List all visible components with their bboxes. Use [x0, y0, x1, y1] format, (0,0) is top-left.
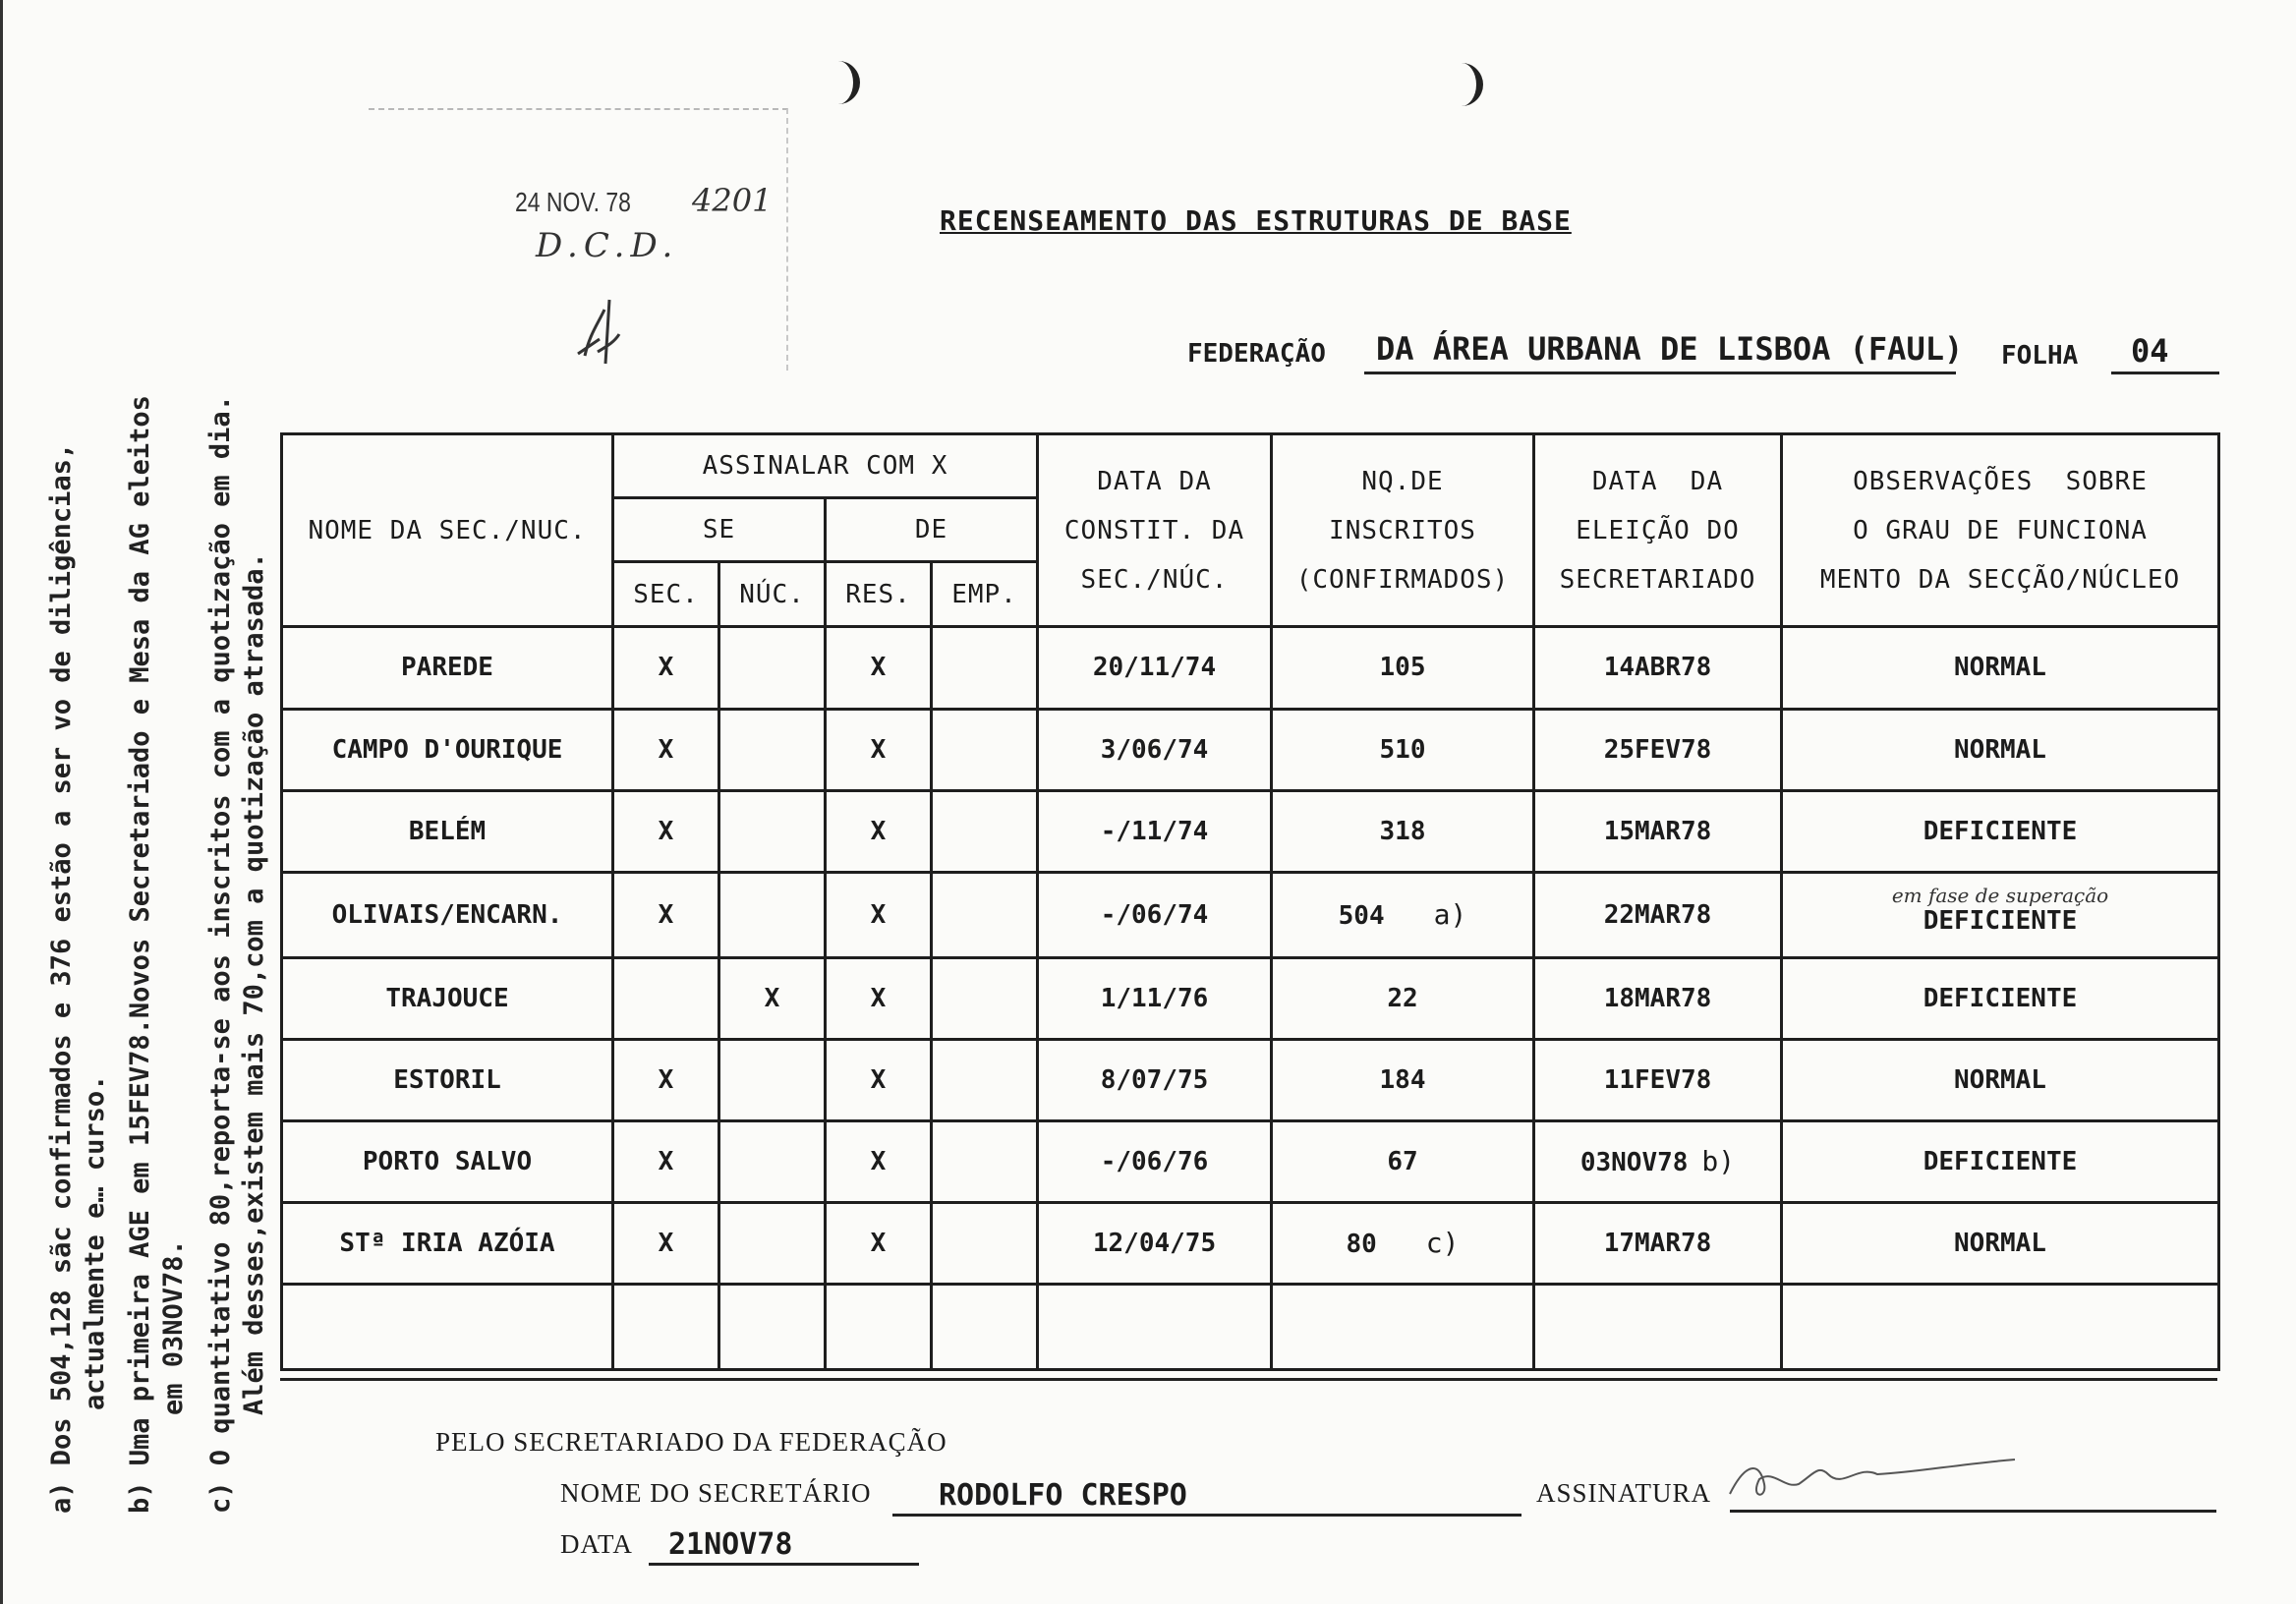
obs-header-3: MENTO DA SECÇÃO/NÚCLEO [1819, 564, 2181, 595]
folha-value: 04 [2131, 332, 2169, 370]
col-header-eleicao [1534, 434, 1782, 627]
inscritos-value: 105 [1379, 653, 1426, 683]
cell-observacoes [1782, 1120, 2219, 1202]
table-row [282, 957, 2219, 1039]
observacao-value: DEFICIENTE [1923, 1146, 2078, 1176]
col-header-assinalar: ASSINALAR COM X [613, 434, 1038, 498]
obs-header-1: OBSERVAÇÕES SOBRE [1853, 466, 2148, 496]
folha-underline [2111, 372, 2219, 374]
table-row [282, 872, 2219, 957]
cell-nuc [719, 1039, 826, 1120]
inscritos-header-3: (CONFIRMADOS) [1295, 564, 1510, 595]
left-edge-line [0, 0, 3, 1604]
cell-nome: CAMPO D'OURIQUE [282, 709, 613, 790]
cell-eleicao [1534, 1202, 1782, 1284]
cell-eleicao [1534, 1120, 1782, 1202]
eleicao-header-1: DATA DA [1591, 466, 1724, 496]
inscritos-value: 184 [1379, 1064, 1426, 1095]
inscritos-header-2: INSCRITOS [1329, 515, 1476, 545]
cell-emp [932, 1039, 1038, 1120]
federacao-label: FEDERAÇÃO [1187, 339, 1326, 369]
col-header-nome: NOME DA SEC./NUC. [282, 434, 613, 627]
cell-nuc [719, 1202, 826, 1284]
federacao-underline [1364, 372, 1956, 374]
cell-constit: -/11/74 [1038, 790, 1272, 872]
eleicao-value: 15MAR78 [1603, 816, 1712, 846]
observacao-value: NORMAL [1954, 734, 2046, 765]
empty-cell [613, 1284, 719, 1369]
eleicao-header-2: ELEIÇÃO DO [1576, 515, 1740, 545]
table-bottom-double-line [280, 1378, 2217, 1381]
folha-label: FOLHA [2001, 341, 2079, 371]
eleicao-value: 17MAR78 [1603, 1228, 1712, 1258]
inscritos-value: 504 [1338, 901, 1385, 932]
col-header-de: DE [826, 497, 1038, 561]
cell-emp [932, 790, 1038, 872]
table-row [282, 709, 2219, 790]
col-header-se: SE [613, 497, 826, 561]
federacao-value: DA ÁREA URBANA DE LISBOA (FAUL) [1376, 330, 1964, 368]
eleicao-value: 14ABR78 [1603, 653, 1712, 683]
empty-cell [826, 1284, 932, 1369]
cell-emp [932, 872, 1038, 957]
punch-hole-left [824, 61, 860, 104]
cell-nome: PORTO SALVO [282, 1120, 613, 1202]
cell-constit: 3/06/74 [1038, 709, 1272, 790]
table-row [282, 790, 2219, 872]
stamp-dept: D.C.D. [536, 226, 679, 265]
cell-observacoes [1782, 872, 2219, 957]
eleicao-value: 11FEV78 [1603, 1064, 1712, 1095]
cell-eleicao [1534, 1039, 1782, 1120]
eleicao-note: b) [1701, 1145, 1736, 1178]
cell-sec: X [613, 1039, 719, 1120]
table-row [282, 1202, 2219, 1284]
cell-inscritos [1272, 627, 1534, 709]
cell-res: X [826, 1120, 932, 1202]
table-row [282, 1120, 2219, 1202]
cell-observacoes [1782, 1039, 2219, 1120]
cell-sec: X [613, 790, 719, 872]
cell-eleicao [1534, 709, 1782, 790]
cell-res: X [826, 957, 932, 1039]
empty-cell [1782, 1284, 2219, 1369]
obs-header-2: O GRAU DE FUNCIONA [1853, 515, 2148, 545]
col-header-inscritos [1272, 434, 1534, 627]
col-header-constit [1038, 434, 1272, 627]
cell-constit: 12/04/75 [1038, 1202, 1272, 1284]
cell-observacoes [1782, 627, 2219, 709]
eleicao-header-3: SECRETARIADO [1559, 564, 1756, 595]
col-header-observacoes [1782, 434, 2219, 627]
cell-eleicao [1534, 872, 1782, 957]
col-header-sec: SEC. [613, 561, 719, 627]
col-header-nuc: NÚC. [719, 561, 826, 627]
document-title: RECENSEAMENTO DAS ESTRUTURAS DE BASE [940, 204, 1572, 237]
cell-nome: BELÉM [282, 790, 613, 872]
cell-sec: X [613, 709, 719, 790]
col-header-res: RES. [826, 561, 932, 627]
cell-eleicao [1534, 957, 1782, 1039]
cell-eleicao [1534, 790, 1782, 872]
cell-res: X [826, 872, 932, 957]
structures-table [280, 432, 2220, 1371]
cell-sec: X [613, 1202, 719, 1284]
inscritos-value: 67 [1387, 1146, 1418, 1176]
punch-hole-right [1447, 63, 1483, 106]
cell-nome: STª IRIA AZÓIA [282, 1202, 613, 1284]
eleicao-value: 03NOV78 [1579, 1148, 1689, 1178]
eleicao-value: 25FEV78 [1603, 734, 1712, 765]
constit-header-3: SEC./NÚC. [1080, 564, 1229, 595]
cell-observacoes [1782, 790, 2219, 872]
cell-nuc [719, 872, 826, 957]
cell-inscritos [1272, 709, 1534, 790]
cell-inscritos [1272, 1039, 1534, 1120]
cell-res: X [826, 627, 932, 709]
eleicao-value: 18MAR78 [1603, 983, 1712, 1013]
cell-nuc [719, 1120, 826, 1202]
note-b-line1: b) Uma primeira AGE em 15FEV78.Novos Secretariado e Mesa da AG eleitos [125, 395, 155, 1514]
cell-eleicao [1534, 627, 1782, 709]
cell-inscritos [1272, 1120, 1534, 1202]
cell-constit: 1/11/76 [1038, 957, 1272, 1039]
cell-res: X [826, 709, 932, 790]
observacao-value: NORMAL [1954, 653, 2046, 683]
empty-cell [1038, 1284, 1272, 1369]
footer-nome-value: RODOLFO CRESPO [939, 1478, 1187, 1513]
note-a-line1: a) Dos 504,128 sãc confirmados e 376 estão a ser vo de diligências, [46, 442, 77, 1514]
stamp-date: 24 NOV. 78 [515, 187, 631, 217]
cell-sec [613, 957, 719, 1039]
cell-constit: 20/11/74 [1038, 627, 1272, 709]
constit-header-2: CONSTIT. DA [1063, 515, 1245, 545]
cell-nome: TRAJOUCE [282, 957, 613, 1039]
assinatura-underline [1730, 1510, 2216, 1513]
empty-cell [719, 1284, 826, 1369]
cell-observacoes [1782, 709, 2219, 790]
cell-res: X [826, 790, 932, 872]
cell-sec: X [613, 872, 719, 957]
col-header-emp: EMP. [932, 561, 1038, 627]
observacao-value: NORMAL [1954, 1228, 2046, 1258]
cell-emp [932, 709, 1038, 790]
footer-assinatura-label: ASSINATURA [1536, 1478, 1712, 1508]
cell-constit: -/06/74 [1038, 872, 1272, 957]
constit-header-1: DATA DA [1097, 466, 1212, 496]
cell-constit: 8/07/75 [1038, 1039, 1272, 1120]
data-underline [649, 1563, 919, 1566]
footer-nome-label: NOME DO SECRETÁRIO [560, 1478, 872, 1508]
cell-inscritos [1272, 1202, 1534, 1284]
note-c-line1: c) O quantitativo 80,reporta-se aos inscritos com a quotização em dia. [205, 395, 236, 1514]
empty-cell [932, 1284, 1038, 1369]
handwritten-remark: em fase de superação [1891, 883, 2109, 907]
cell-constit: -/06/76 [1038, 1120, 1272, 1202]
note-b-line2: em 03NOV78. [158, 1239, 189, 1415]
nome-underline [892, 1514, 1521, 1517]
cell-nome: ESTORIL [282, 1039, 613, 1120]
inscritos-header-1: NQ.DE [1361, 466, 1444, 496]
cell-inscritos [1272, 872, 1534, 957]
cell-sec: X [613, 627, 719, 709]
inscritos-value: 22 [1387, 983, 1418, 1013]
eleicao-value: 22MAR78 [1603, 899, 1712, 930]
note-a-line2: actualmente e… curso. [80, 1074, 110, 1410]
cell-emp [932, 1120, 1038, 1202]
empty-cell [1534, 1284, 1782, 1369]
cell-nome: PAREDE [282, 627, 613, 709]
table-row [282, 627, 2219, 709]
cell-observacoes [1782, 957, 2219, 1039]
footer-data-value: 21NOV78 [668, 1527, 793, 1562]
cell-emp [932, 957, 1038, 1039]
cell-nuc [719, 709, 826, 790]
cell-emp [932, 627, 1038, 709]
cell-nuc [719, 790, 826, 872]
cell-nuc [719, 627, 826, 709]
inscritos-value: 80 [1346, 1230, 1377, 1260]
table-row [282, 1039, 2219, 1120]
cell-nuc: X [719, 957, 826, 1039]
footer-pelo: PELO SECRETARIADO DA FEDERAÇÃO [435, 1427, 947, 1457]
inscritos-note: c) [1425, 1227, 1460, 1260]
cell-nome: OLIVAIS/ENCARN. [282, 872, 613, 957]
observacao-value: NORMAL [1954, 1064, 2046, 1095]
observacao-value: DEFICIENTE [1923, 905, 2078, 936]
signature-scribble [1720, 1445, 2044, 1514]
cell-observacoes [1782, 1202, 2219, 1284]
observacao-value: DEFICIENTE [1923, 816, 2078, 846]
stamp-number: 4201 [692, 182, 773, 219]
table-row-empty [282, 1284, 2219, 1369]
empty-cell [282, 1284, 613, 1369]
inscritos-value: 318 [1379, 816, 1426, 846]
footer-data-label: DATA [560, 1529, 633, 1559]
note-c-line2: Além desses,existem mais 70,com a quotização atrasada. [239, 552, 269, 1415]
cell-res: X [826, 1039, 932, 1120]
cell-sec: X [613, 1120, 719, 1202]
cell-inscritos [1272, 957, 1534, 1039]
inscritos-note: a) [1433, 898, 1467, 932]
cell-emp [932, 1202, 1038, 1284]
observacao-value: DEFICIENTE [1923, 983, 2078, 1013]
cell-inscritos [1272, 790, 1534, 872]
inscritos-value: 510 [1379, 734, 1426, 765]
empty-cell [1272, 1284, 1534, 1369]
cell-res: X [826, 1202, 932, 1284]
stamp-initials-mark [570, 295, 629, 369]
